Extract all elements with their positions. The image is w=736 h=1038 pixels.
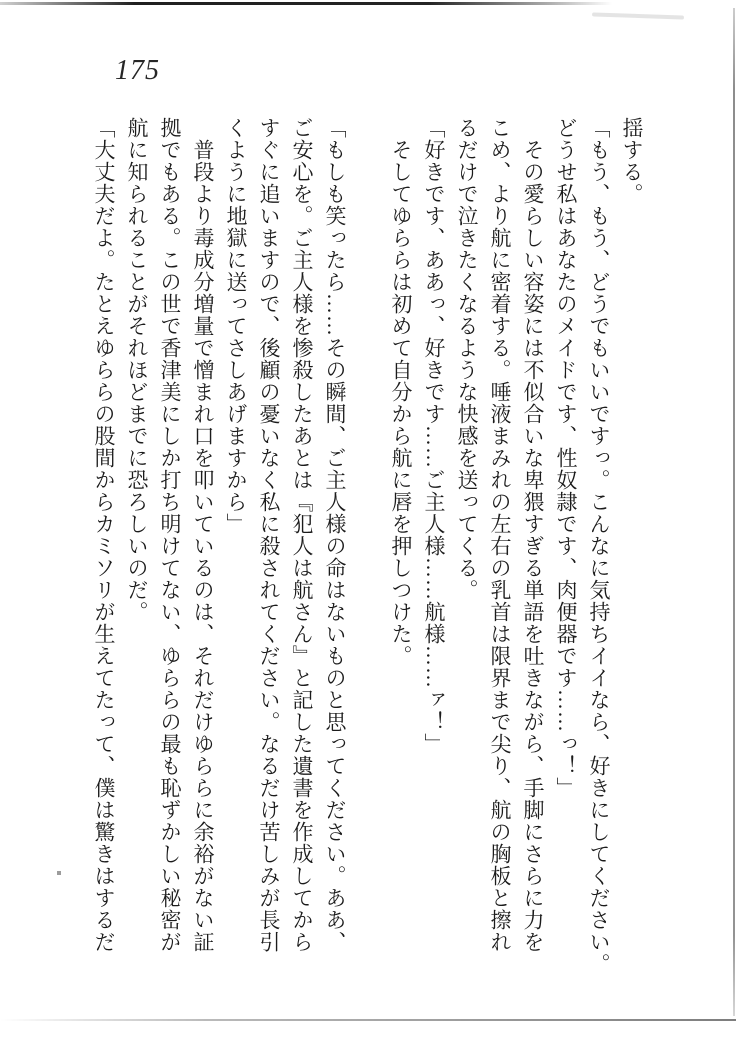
scan-edge-bottom (0, 1019, 736, 1021)
text-column: 「好きです、ああっ、好きです……ご主人様……航様……ァ！」 (422, 117, 446, 755)
text-column: くように地獄に送ってさしあげますから」 (224, 117, 248, 535)
scan-edge-right (733, 8, 735, 1016)
text-column: こめ、より航に密着する。唾液まみれの左右の乳首は限界まで尖り、航の胸板と擦れ (488, 117, 512, 953)
text-column: そしてゆららは初めて自分から航に唇を押しつけた。 (389, 139, 413, 667)
text-column: その愛らしい容姿には不似合いな卑猥すぎる単語を吐きながら、手脚にさらに力を (521, 139, 545, 953)
text-column: すぐに追いますので、後顧の憂いなく私に殺されてください。なるだけ苦しみが長引 (257, 117, 281, 953)
text-column: 航に知られることがそれほどまでに恐ろしいのだ。 (125, 117, 149, 623)
text-column: どうせ私はあなたのメイドです、性奴隷です、肉便器です……っ！」 (554, 117, 578, 799)
text-column: るだけで泣きたくなるような快感を送ってくる。 (455, 117, 479, 601)
scan-edge-top (0, 2, 612, 5)
text-column: 「もう、もう、どうでもいいですっ。こんなに気持ちイイなら、好きにしてください。 (587, 117, 611, 975)
text-column: 「大丈夫だよ。たとえゆららの股間からカミソリが生えてたって、僕は驚きはするだ (92, 117, 116, 953)
text-block (87, 117, 648, 975)
scan-speck (57, 871, 61, 875)
text-column: 普段より毒成分増量で憎まれ口を叩いているのは、それだけゆららに余裕がない証 (191, 139, 215, 953)
text-column: 拠でもある。この世で香津美にしか打ち明けてない、ゆららの最も恥ずかしい秘密が (158, 117, 182, 953)
page-number: 175 (115, 55, 160, 86)
text-column: ご安心を。ご主人様を惨殺したあとは『犯人は航さん』と記した遺書を作成してから (290, 117, 314, 953)
text-column: 「もしも笑ったら……その瞬間、ご主人様の命はないものと思ってください。ああ、 (323, 117, 347, 953)
text-column: 揺する。 (620, 117, 644, 205)
scan-smudge-top-right (592, 12, 684, 19)
